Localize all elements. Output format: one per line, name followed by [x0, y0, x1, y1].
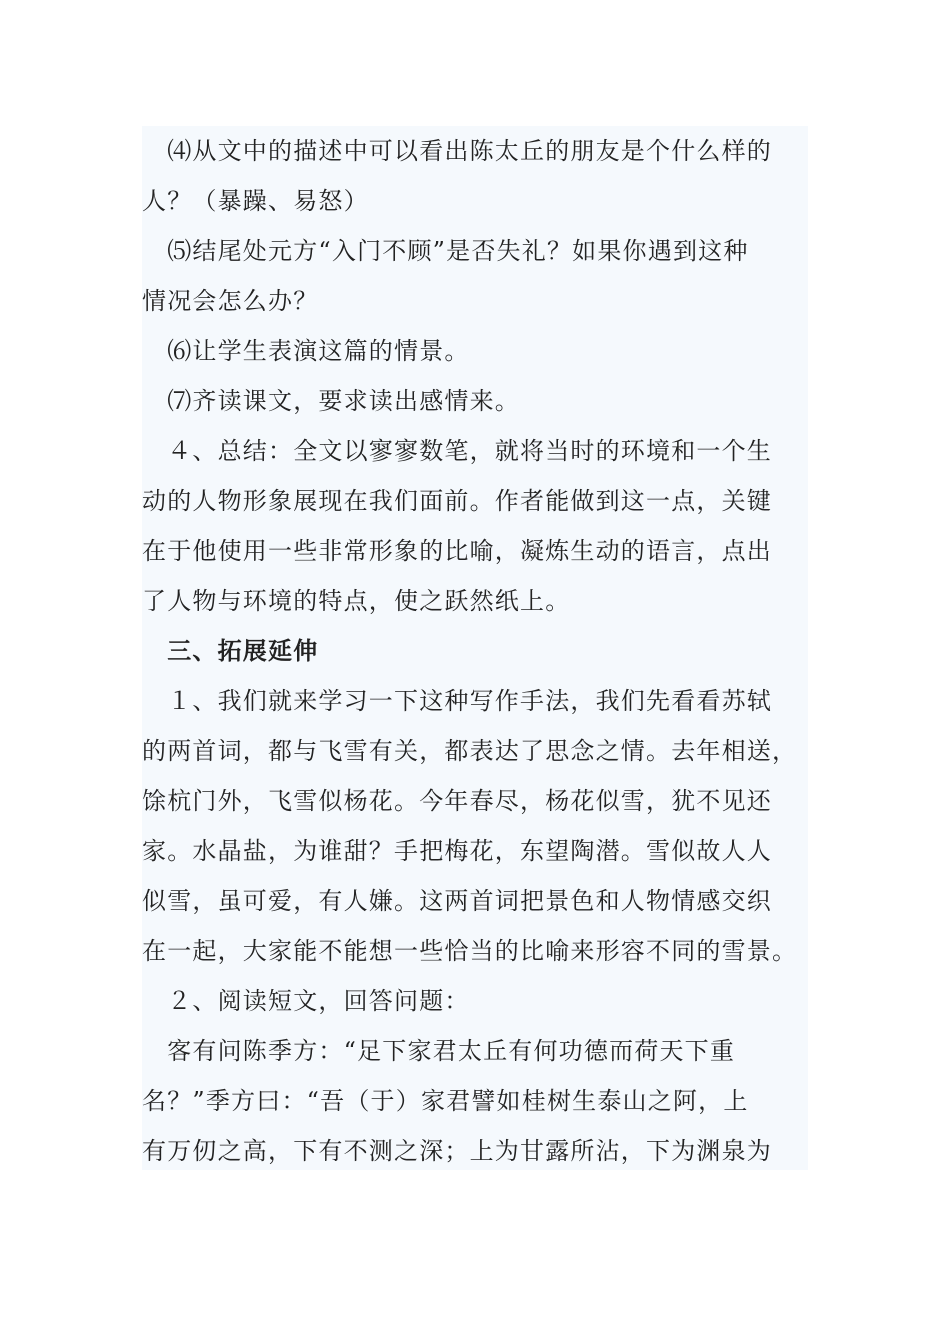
text-line: 似雪，虽可爱，有人嫌。这两首词把景色和人物情感交织	[142, 887, 772, 915]
text-line: ２、阅读短文，回答问题：	[142, 987, 470, 1015]
text-line: ⑷从文中的描述中可以看出陈太丘的朋友是个什么样的	[142, 137, 772, 165]
text-line: 名？”季方曰：“吾（于）家君譬如桂树生泰山之阿，上	[142, 1087, 749, 1115]
text-line: 了人物与环境的特点，使之跃然纸上。	[142, 587, 571, 615]
text-line: ⑹让学生表演这篇的情景。	[142, 337, 470, 365]
text-line: 有万仞之高，下有不测之深；上为甘露所沾，下为渊泉为	[142, 1137, 772, 1165]
text-block	[142, 126, 808, 1170]
text-line: ４、总结：全文以寥寥数笔，就将当时的环境和一个生	[142, 437, 772, 465]
text-line: ⑺齐读课文，要求读出感情来。	[142, 387, 520, 415]
text-line: ⑸结尾处元方“入门不顾”是否失礼？如果你遇到这种	[142, 237, 749, 265]
text-line: 人？（暴躁、易怒）	[142, 187, 369, 215]
text-line: 在一起，大家能不能想一些恰当的比喻来形容不同的雪景。	[142, 937, 798, 965]
text-line: １、我们就来学习一下这种写作手法，我们先看看苏轼	[142, 687, 772, 715]
text-line: 动的人物形象展现在我们面前。作者能做到这一点，关键	[142, 487, 772, 515]
text-line: 客有问陈季方：“足下家君太丘有何功德而荷天下重	[142, 1037, 736, 1065]
text-line: 情况会怎么办？	[142, 287, 319, 315]
text-line: 在于他使用一些非常形象的比喻，凝炼生动的语言，点出	[142, 537, 772, 565]
text-line: 馀杭门外，飞雪似杨花。今年春尽，杨花似雪，犹不见还	[142, 787, 772, 815]
text-line: 的两首词，都与飞雪有关，都表达了思念之情。去年相送，	[142, 737, 798, 765]
section-heading: 三、拓展延伸	[142, 637, 319, 665]
text-line: 家。水晶盐，为谁甜？手把梅花，东望陶潜。雪似故人人	[142, 837, 772, 865]
